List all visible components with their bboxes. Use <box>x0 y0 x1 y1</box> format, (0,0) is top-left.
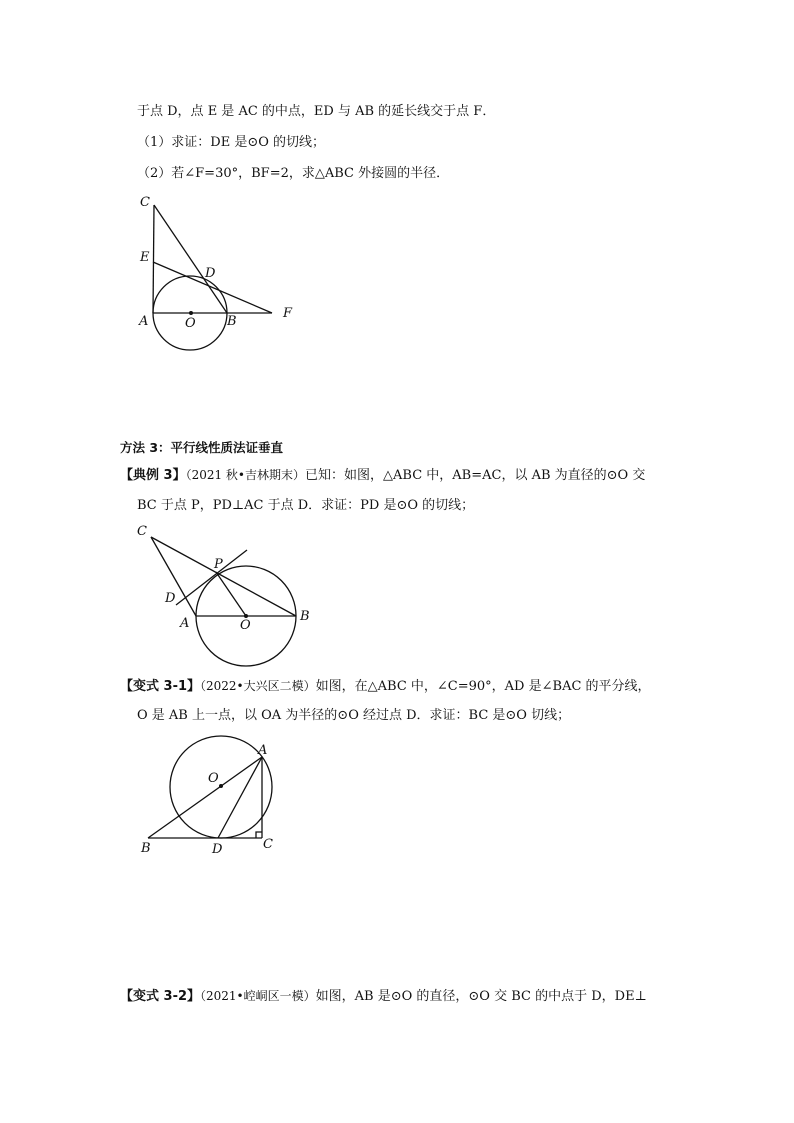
label-b: B <box>141 841 151 856</box>
label-d: D <box>205 266 216 281</box>
right-angle-mark <box>256 832 262 838</box>
example-text: 已知：如图，△ABC 中，AB=AC，以 AB 为直径的⊙O 交 <box>305 468 646 483</box>
variant-source: （2022•大兴区二模） <box>200 679 316 693</box>
label-a: A <box>180 616 190 631</box>
method-heading: 方法 3：平行线性质法证垂直 <box>120 440 284 455</box>
label-b: B <box>300 609 310 624</box>
question-1: （1）求证：DE 是⊙O 的切线； <box>137 135 325 150</box>
label-d: D <box>165 591 176 606</box>
label-f: F <box>283 306 293 321</box>
label-d: D <box>212 842 223 857</box>
label-p: P <box>214 557 223 572</box>
label-c: C <box>263 837 273 852</box>
center-dot <box>219 784 223 788</box>
segment-ab <box>148 757 262 838</box>
example-tag: 【典例 3】 <box>120 468 186 483</box>
label-o: O <box>185 316 196 331</box>
label-a: A <box>139 314 149 329</box>
label-o: O <box>208 771 219 786</box>
example-source: （2021 秋•吉林期末） <box>185 468 306 482</box>
variant-tag: 【变式 3-2】 <box>120 989 201 1004</box>
label-b: B <box>227 314 237 329</box>
problem-text-line: 于点 D，点 E 是 AC 的中点，ED 与 AB 的延长线交于点 F． <box>137 104 496 119</box>
label-a: A <box>258 743 268 758</box>
question-2: （2）若∠F=30°，BF=2，求△ABC 外接圆的半径． <box>137 166 450 181</box>
label-c: C <box>140 195 150 210</box>
label-c: C <box>137 524 147 539</box>
variant-3-2-line1 <box>120 987 647 1006</box>
example-3-line2: BC 于点 P，PD⊥AC 于点 D．求证：PD 是⊙O 的切线； <box>137 498 475 513</box>
label-e: E <box>140 250 150 265</box>
variant-source: （2021•崆峒区一模） <box>200 989 316 1003</box>
label-o: O <box>240 618 251 633</box>
variant-text: 如图，AB 是⊙O 的直径，⊙O 交 BC 的中点于 D，DE⊥ <box>315 989 647 1004</box>
variant-tag: 【变式 3-1】 <box>120 679 201 694</box>
variant-3-1-line2: O 是 AB 上一点，以 OA 为半径的⊙O 经过点 D．求证：BC 是⊙O 切线； <box>137 708 571 723</box>
segment-ad <box>218 757 262 838</box>
variant-text: 如图，在△ABC 中，∠C=90°，AD 是∠BAC 的平分线， <box>315 679 651 694</box>
